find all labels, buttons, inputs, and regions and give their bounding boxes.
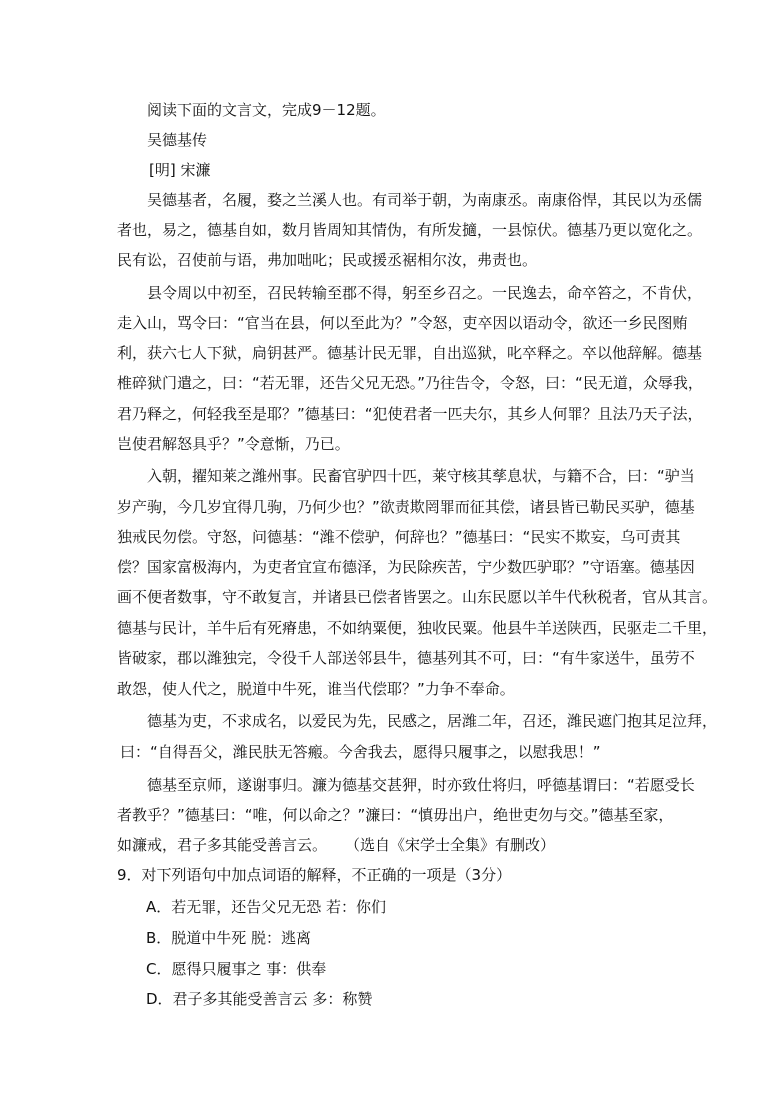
paragraph-3-line: 入朝，擢知莱之潍州事。民畜官驴四十匹，莱守核其孳息状，与籍不合，曰：“驴当 [147,467,695,485]
paragraph-2-line: 走入山，骂令曰：“官当在县，何以至此为？”令怒，吏卒因以语动令，欲还一乡民图贿 [117,314,688,332]
paragraph-3-line: 德基与民计，羊牛后有死瘠患，不如纳粟便，独收民粟。他县牛羊送陕西，民驱走二千里， [117,619,718,637]
paragraph-1-line: 者也，易之，德基自如，数月皆周知其情伪，有所发擿，一县惊伏。德基乃更以宽化之。 [117,221,703,239]
paragraph-3-line: 独戒民勿偿。守怒，问德基：“潍不偿驴，何辞也？”德基曰：“民实不欺妄，乌可责其 [117,528,681,546]
paragraph-3-line: 皆破家，郡以潍独完，令役千人部送邻县牛，德基列其不可，曰：“有牛家送牛，虽劳不 [117,649,695,667]
essay-title: 吴德基传 [147,131,208,149]
paragraph-5-line: 如濂戒，君子多其能受善言云。 [117,836,328,854]
paragraph-2-line: 岂使君解怒具乎？”令意惭，乃已。 [117,435,350,453]
option-b: B．脱道中牛死 脱：逃离 [146,929,312,947]
paragraph-3-line: 偿？国家富极海内，为吏者宜宣布德泽，为民除疾苦，宁少数匹驴耶？”守语塞。德基因 [117,558,695,576]
option-d: D．君子多其能受善言云 多：称赞 [146,990,373,1008]
paragraph-1-line: 吴德基者，名履，婺之兰溪人也。有司举于朝，为南康丞。南康俗悍，其民以为丞儒 [147,191,703,209]
paragraph-2-line: 椎碎狱门遣之，曰：“若无罪，还告父兄无恐。”乃往告令，令怒，曰：“民无道，众辱我， [117,374,703,392]
paragraph-2-line: 县令周以中初至，召民转输至郡不得，躬至乡召之。一民逸去，命卒笞之，不肯伏， [147,284,703,302]
option-c: C．愿得只履事之 事：供奉 [146,960,327,978]
question-stem: 9．对下列语句中加点词语的解释，不正确的一项是（3分） [117,866,512,884]
reading-instruction: 阅读下面的文言文，完成9－12题。 [147,101,386,119]
paragraph-4-line: 曰：“自得吾父，潍民肤无答瘢。今舍我去，愿得只履事之，以慰我思！” [120,743,601,761]
paragraph-3-line: 敢怨，使人代之，脱道中牛死，谁当代偿耶？”力争不奉命。 [117,680,515,698]
paragraph-3-line: 画不便者数事，守不敢复言，并诸县已偿者皆罢之。山东民愿以羊牛代秋税者，官从其言。 [117,588,718,606]
paragraph-5-line: 德基至京师，遂谢事归。濂为德基交甚狎，时亦致仕将归，呼德基谓曰：“若愿受长 [147,776,695,794]
paragraph-5-line: 者教乎？”德基曰：“唯，何以命之？”濂曰：“慎毋出户，绝世吏勿与交。”德基至家， [117,806,674,824]
paragraph-2-line: 君乃释之，何轻我至是耶？”德基曰：“犯使君者一匹夫尔，其乡人何罪？且法乃天子法， [117,405,703,423]
option-a: A．若无罪，还告父兄无恐 若：你们 [146,898,387,916]
source-note: （选自《宋学士全集》有删改） [345,836,556,854]
paragraph-2-line: 利，获六七人下狱，扃钥甚严。德基计民无罪，自出巡狱，叱卒释之。卒以他辞解。德基 [117,344,703,362]
paragraph-3-line: 岁产驹，今几岁宜得几驹，乃何少也？”欲责欺罔罪而征其偿，诸县皆已勒民买驴，德基 [117,498,695,516]
paragraph-1-line: 民有讼，召使前与语，弗加咄叱；民或援丞裾相尔汝，弗责也。 [117,251,538,269]
essay-author: [明] 宋濂 [149,161,211,179]
paragraph-4-line: 德基为吏，不求成名，以爱民为先，民感之，居潍二年，召还，潍民遮门抱其足泣拜， [147,712,718,730]
